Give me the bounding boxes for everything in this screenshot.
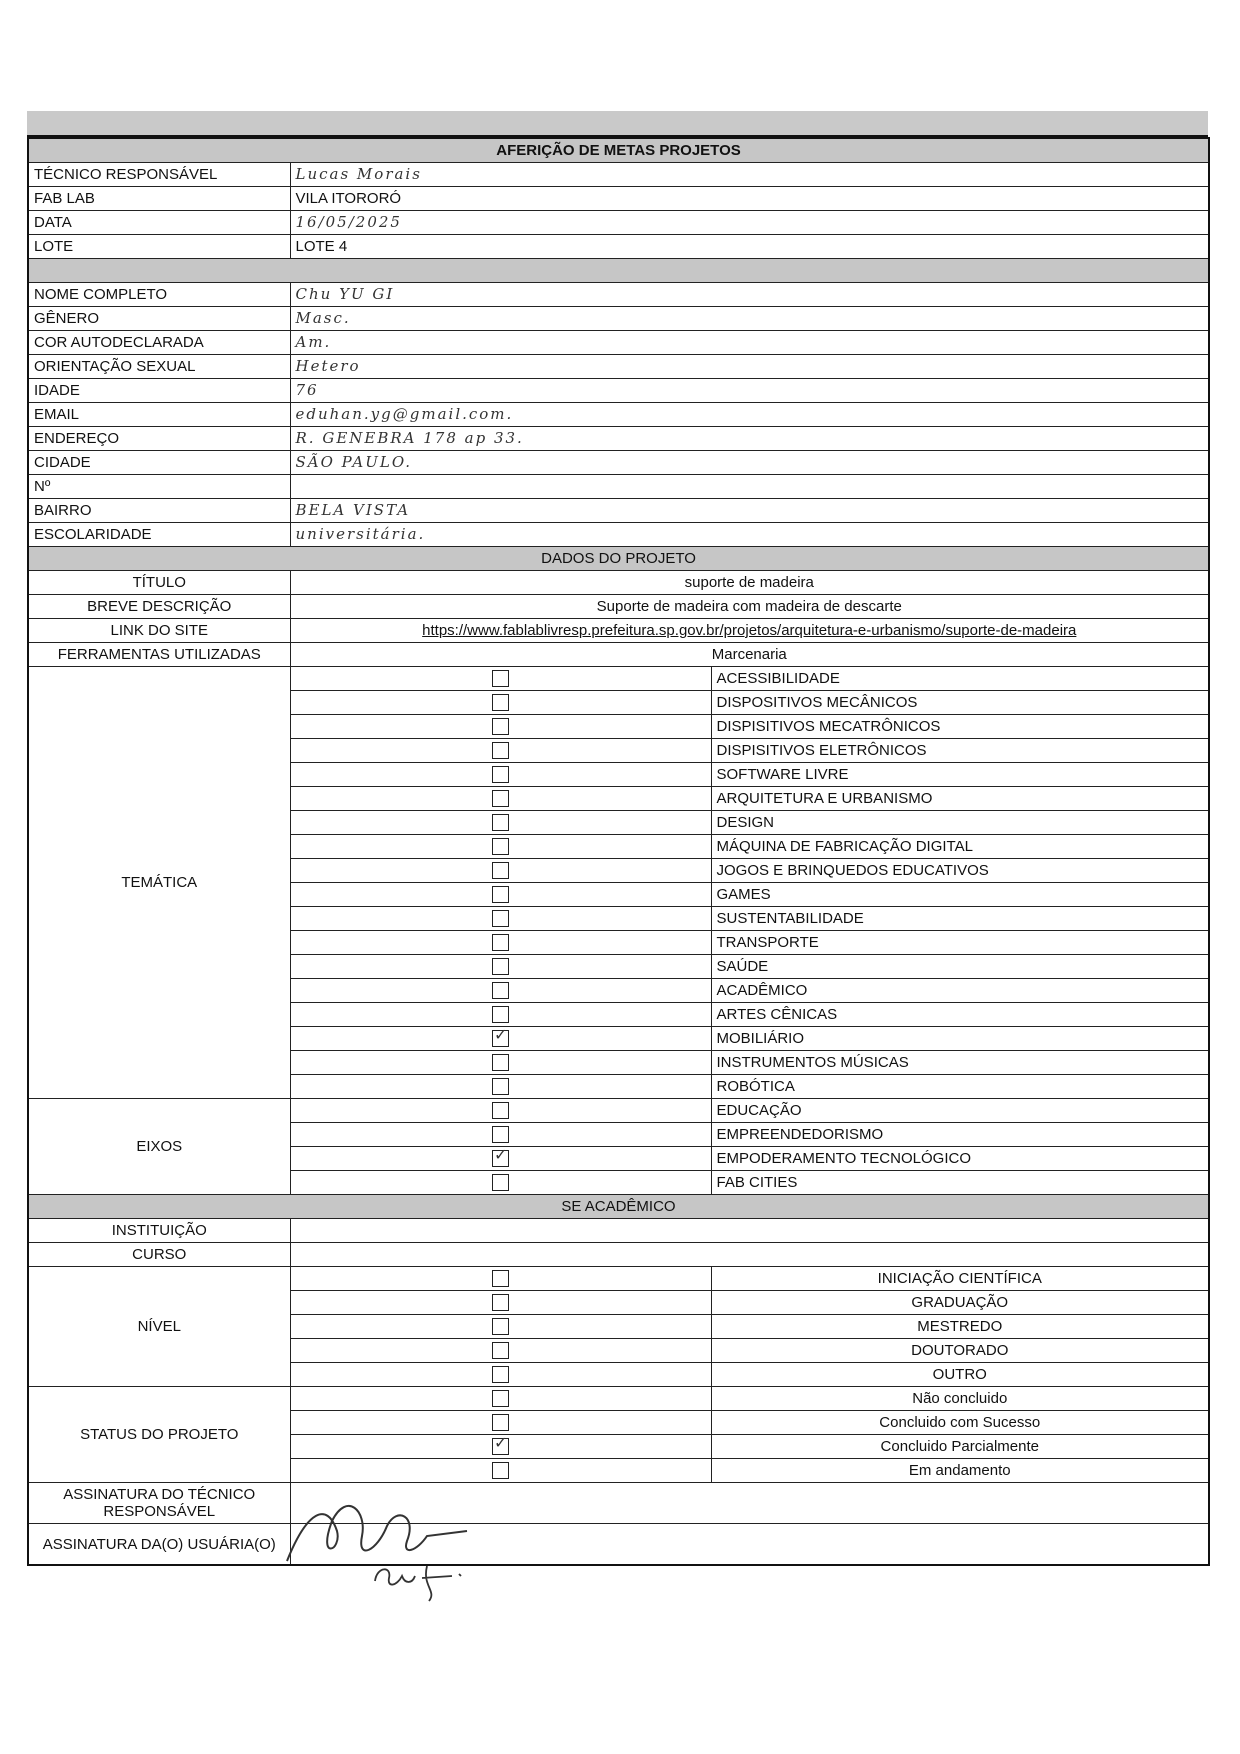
option-label: EDUCAÇÃO (711, 1099, 1209, 1123)
checkbox[interactable] (492, 838, 509, 855)
option-label: INSTRUMENTOS MÚSICAS (711, 1051, 1209, 1075)
checkbox-checked[interactable] (492, 1438, 509, 1455)
checkbox-cell (290, 1267, 711, 1291)
option-label: GAMES (711, 883, 1209, 907)
checkbox[interactable] (492, 1462, 509, 1479)
signature-row (28, 1483, 1209, 1524)
checkbox-cell (290, 931, 711, 955)
field-value[interactable]: Am. (290, 331, 1209, 355)
option-row (28, 667, 1209, 691)
field-value[interactable] (290, 475, 1209, 499)
usuario-signature-label: ASSINATURA DA(O) USUÁRIA(O) (28, 1524, 290, 1566)
checkbox-checked[interactable] (492, 1150, 509, 1167)
field-value[interactable] (290, 1219, 1209, 1243)
checkbox[interactable] (492, 1270, 509, 1287)
checkbox-cell (290, 835, 711, 859)
field-label: NOME COMPLETO (28, 283, 290, 307)
option-row (28, 1267, 1209, 1291)
field-value[interactable]: SÃO PAULO. (290, 451, 1209, 475)
meta-row (28, 163, 1209, 187)
group-label: TEMÁTICA (28, 667, 290, 1099)
field-label: CURSO (28, 1243, 290, 1267)
field-value[interactable]: LOTE 4 (290, 235, 1209, 259)
checkbox[interactable] (492, 1294, 509, 1311)
checkbox[interactable] (492, 694, 509, 711)
section-row (28, 1195, 1209, 1219)
checkbox-cell (290, 1387, 711, 1411)
checkbox[interactable] (492, 1390, 509, 1407)
option-label: ACADÊMICO (711, 979, 1209, 1003)
checkbox[interactable] (492, 670, 509, 687)
field-label: DATA (28, 211, 290, 235)
checkbox-cell (290, 1291, 711, 1315)
checkbox-cell (290, 715, 711, 739)
checkbox[interactable] (492, 1414, 509, 1431)
checkbox-cell (290, 811, 711, 835)
field-value[interactable]: suporte de madeira (290, 571, 1209, 595)
checkbox-cell (290, 1027, 711, 1051)
checkbox[interactable] (492, 1006, 509, 1023)
checkbox[interactable] (492, 1054, 509, 1071)
option-label: SUSTENTABILIDADE (711, 907, 1209, 931)
field-label: FAB LAB (28, 187, 290, 211)
checkbox[interactable] (492, 814, 509, 831)
project-row (28, 619, 1209, 643)
signature-row (28, 1524, 1209, 1566)
checkbox[interactable] (492, 1102, 509, 1119)
option-label: DISPOSITIVOS MECÂNICOS (711, 691, 1209, 715)
field-label: ESCOLARIDADE (28, 523, 290, 547)
checkbox[interactable] (492, 1078, 509, 1095)
field-label: COR AUTODECLARADA (28, 331, 290, 355)
option-label: Concluido Parcialmente (711, 1435, 1209, 1459)
option-label: DISPISITIVOS ELETRÔNICOS (711, 739, 1209, 763)
option-label: MÁQUINA DE FABRICAÇÃO DIGITAL (711, 835, 1209, 859)
academic-row (28, 1243, 1209, 1267)
checkbox-cell (290, 667, 711, 691)
field-label: INSTITUIÇÃO (28, 1219, 290, 1243)
personal-row (28, 427, 1209, 451)
field-value[interactable]: VILA ITORORÓ (290, 187, 1209, 211)
checkbox[interactable] (492, 982, 509, 999)
field-value[interactable]: BELA VISTA (290, 499, 1209, 523)
checkbox-cell (290, 1435, 711, 1459)
checkbox-cell (290, 955, 711, 979)
checkbox-cell (290, 739, 711, 763)
checkbox[interactable] (492, 1318, 509, 1335)
option-label: DISPISITIVOS MECATRÔNICOS (711, 715, 1209, 739)
personal-row (28, 475, 1209, 499)
option-label: GRADUAÇÃO (711, 1291, 1209, 1315)
field-value[interactable]: eduhan.yg@gmail.com. (290, 403, 1209, 427)
option-label: EMPREENDEDORISMO (711, 1123, 1209, 1147)
option-label: Concluido com Sucesso (711, 1411, 1209, 1435)
field-label: BREVE DESCRIÇÃO (28, 595, 290, 619)
meta-row (28, 211, 1209, 235)
checkbox-cell (290, 1411, 711, 1435)
checkbox[interactable] (492, 934, 509, 951)
field-value[interactable]: Chu YU GI (290, 283, 1209, 307)
checkbox[interactable] (492, 958, 509, 975)
section-title: SE ACADÊMICO (28, 1195, 1209, 1219)
option-label: MOBILIÁRIO (711, 1027, 1209, 1051)
field-label: BAIRRO (28, 499, 290, 523)
top-gray-strip (27, 111, 1208, 137)
checkbox-cell (290, 1339, 711, 1363)
field-label: TÉCNICO RESPONSÁVEL (28, 163, 290, 187)
option-label: JOGOS E BRINQUEDOS EDUCATIVOS (711, 859, 1209, 883)
personal-row (28, 403, 1209, 427)
checkbox-cell (290, 763, 711, 787)
checkbox-cell (290, 1051, 711, 1075)
personal-row (28, 499, 1209, 523)
field-label: GÊNERO (28, 307, 290, 331)
checkbox-cell (290, 1003, 711, 1027)
field-value[interactable]: Masc. (290, 307, 1209, 331)
checkbox-cell (290, 1315, 711, 1339)
personal-row (28, 331, 1209, 355)
option-row (28, 1099, 1209, 1123)
checkbox[interactable] (492, 766, 509, 783)
checkbox-cell (290, 787, 711, 811)
option-label: ARTES CÊNICAS (711, 1003, 1209, 1027)
checkbox-cell (290, 907, 711, 931)
header-row (28, 138, 1209, 163)
option-label: MESTREDO (711, 1315, 1209, 1339)
field-value[interactable]: Marcenaria (290, 643, 1209, 667)
section-title: DADOS DO PROJETO (28, 547, 1209, 571)
field-value[interactable] (290, 1243, 1209, 1267)
checkbox-cell (290, 1123, 711, 1147)
usuario-signature (367, 1556, 497, 1606)
option-label: ROBÓTICA (711, 1075, 1209, 1099)
checkbox-cell (290, 1099, 711, 1123)
form-sheet (27, 111, 1208, 1566)
option-label: ACESSIBILIDADE (711, 667, 1209, 691)
meta-row (28, 187, 1209, 211)
field-label: TÍTULO (28, 571, 290, 595)
option-label: SOFTWARE LIVRE (711, 763, 1209, 787)
checkbox[interactable] (492, 1126, 509, 1143)
field-value (290, 619, 1209, 643)
personal-row (28, 523, 1209, 547)
field-label: ORIENTAÇÃO SEXUAL (28, 355, 290, 379)
personal-row (28, 379, 1209, 403)
tecnico-signature-label: ASSINATURA DO TÉCNICO RESPONSÁVEL (28, 1483, 290, 1524)
site-link[interactable]: https://www.fablablivresp.prefeitura.sp.gov.br/projetos/arquitetura-e-urbanismo/suporte-de-madeira (422, 622, 1077, 639)
form-title: AFERIÇÃO DE METAS PROJETOS (28, 138, 1209, 163)
project-row (28, 595, 1209, 619)
checkbox[interactable] (492, 1342, 509, 1359)
checkbox-cell (290, 883, 711, 907)
checkbox-checked[interactable] (492, 1030, 509, 1047)
option-label: Em andamento (711, 1459, 1209, 1483)
option-label: TRANSPORTE (711, 931, 1209, 955)
checkbox[interactable] (492, 790, 509, 807)
option-label: SAÚDE (711, 955, 1209, 979)
field-label: LINK DO SITE (28, 619, 290, 643)
checkbox-cell (290, 1075, 711, 1099)
field-value[interactable]: R. GENEBRA 178 ap 33. (290, 427, 1209, 451)
form-table (27, 137, 1210, 1566)
field-label: Nº (28, 475, 290, 499)
checkbox[interactable] (492, 718, 509, 735)
checkbox-cell (290, 1171, 711, 1195)
option-label: EMPODERAMENTO TECNOLÓGICO (711, 1147, 1209, 1171)
checkbox-cell (290, 859, 711, 883)
section-divider (28, 259, 1209, 283)
option-label: Não concluido (711, 1387, 1209, 1411)
personal-row (28, 451, 1209, 475)
field-value[interactable]: Suporte de madeira com madeira de descarte (290, 595, 1209, 619)
field-value[interactable]: Hetero (290, 355, 1209, 379)
option-label: OUTRO (711, 1363, 1209, 1387)
field-label: FERRAMENTAS UTILIZADAS (28, 643, 290, 667)
option-row (28, 1387, 1209, 1411)
meta-row (28, 235, 1209, 259)
group-label: NÍVEL (28, 1267, 290, 1387)
section-row (28, 547, 1209, 571)
checkbox[interactable] (492, 1174, 509, 1191)
field-label: CIDADE (28, 451, 290, 475)
checkbox-cell (290, 979, 711, 1003)
personal-row (28, 283, 1209, 307)
project-row (28, 643, 1209, 667)
personal-row (28, 307, 1209, 331)
field-value[interactable]: Lucas Morais (290, 163, 1209, 187)
checkbox-cell (290, 691, 711, 715)
project-row (28, 571, 1209, 595)
checkbox[interactable] (492, 910, 509, 927)
field-value[interactable]: 76 (290, 379, 1209, 403)
checkbox[interactable] (492, 742, 509, 759)
field-label: LOTE (28, 235, 290, 259)
field-value[interactable]: universitária. (290, 523, 1209, 547)
academic-row (28, 1219, 1209, 1243)
field-label: IDADE (28, 379, 290, 403)
field-label: EMAIL (28, 403, 290, 427)
checkbox[interactable] (492, 886, 509, 903)
group-label: EIXOS (28, 1099, 290, 1195)
checkbox[interactable] (492, 1366, 509, 1383)
group-label: STATUS DO PROJETO (28, 1387, 290, 1483)
personal-row (28, 355, 1209, 379)
field-label: ENDEREÇO (28, 427, 290, 451)
checkbox[interactable] (492, 862, 509, 879)
option-label: DESIGN (711, 811, 1209, 835)
blank-section-row (28, 259, 1209, 283)
option-label: INICIAÇÃO CIENTÍFICA (711, 1267, 1209, 1291)
option-label: DOUTORADO (711, 1339, 1209, 1363)
option-label: FAB CITIES (711, 1171, 1209, 1195)
field-value[interactable]: 16/05/2025 (290, 211, 1209, 235)
checkbox-cell (290, 1363, 711, 1387)
checkbox-cell (290, 1459, 711, 1483)
option-label: ARQUITETURA E URBANISMO (711, 787, 1209, 811)
checkbox-cell (290, 1147, 711, 1171)
